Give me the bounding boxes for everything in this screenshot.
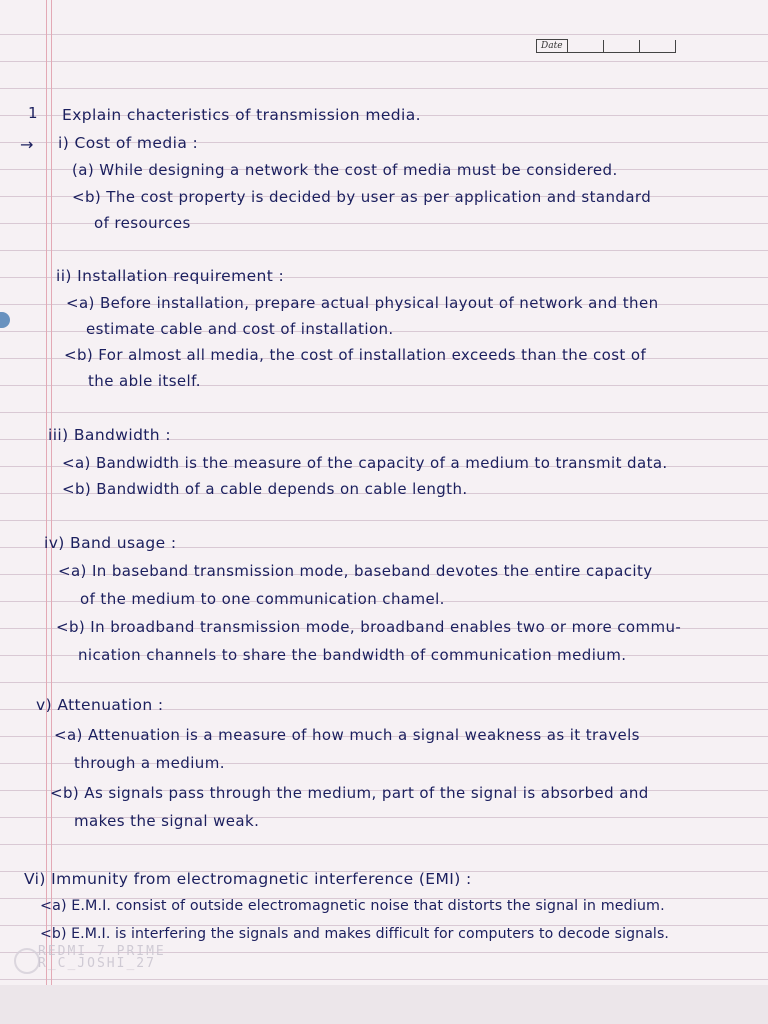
section-line: <b) In broadband transmission mode, broadband enables two or more commu- <box>56 618 682 636</box>
section-line: <a) In baseband transmission mode, baseband devotes the entire capacity <box>58 562 653 580</box>
page-edge-mark <box>0 312 10 328</box>
section-heading-installation: ii) Installation requirement : <box>56 267 285 285</box>
section-heading-attenuation: v) Attenuation : <box>36 696 164 714</box>
question-title: Explain chacteristics of transmission media. <box>62 106 421 124</box>
section-line: nication channels to share the bandwidth of communication medium. <box>78 646 627 664</box>
section-line: <b) E.M.I. is interfering the signals and makes difficult for computers to decode signals. <box>40 926 669 942</box>
section-heading-emi: Vi) Immunity from electromagnetic interference (EMI) : <box>24 870 472 888</box>
camera-watermark-icon <box>14 948 40 974</box>
question-number: 1 <box>28 104 38 122</box>
margin-line-right <box>51 0 52 985</box>
date-cell-day <box>568 40 604 52</box>
margin-line-left <box>46 0 47 985</box>
section-heading-bandwidth: iii) Bandwidth : <box>48 426 171 444</box>
section-line: <a) Attenuation is a measure of how much a signal weakness as it travels <box>54 726 640 744</box>
section-line: <b) For almost all media, the cost of installation exceeds than the cost of <box>64 346 647 364</box>
section-heading-band-usage: iv) Band usage : <box>44 534 177 552</box>
section-line: <b) As signals pass through the medium, part of the signal is absorbed and <box>50 784 649 802</box>
section-line: <b) The cost property is decided by user as per application and standard <box>72 188 652 206</box>
section-line: <a) Bandwidth is the measure of the capacity of a medium to transmit data. <box>62 454 668 472</box>
section-line: <a) E.M.I. consist of outside electromagnetic noise that distorts the signal in medium. <box>40 898 665 914</box>
date-cell-month <box>604 40 640 52</box>
section-line: estimate cable and cost of installation. <box>86 320 394 338</box>
section-line: <a) Before installation, prepare actual physical layout of network and then <box>66 294 659 312</box>
arrow-icon: → <box>20 135 34 154</box>
section-line: makes the signal weak. <box>74 812 260 830</box>
section-heading-cost: i) Cost of media : <box>58 134 199 152</box>
watermark-author: R_C_JOSHI_27 <box>38 956 156 971</box>
date-cell-year <box>640 40 676 52</box>
camera-watermark <box>38 946 166 970</box>
date-field <box>536 34 676 53</box>
date-label: Date <box>536 39 568 52</box>
section-line: through a medium. <box>74 754 225 772</box>
watermark-device: REDMI 7 PRIME <box>38 944 166 959</box>
section-line: of the medium to one communication chamel. <box>80 590 445 608</box>
section-line: <b) Bandwidth of a cable depends on cable length. <box>62 480 468 498</box>
section-line: of resources <box>94 214 191 232</box>
section-line: the able itself. <box>88 372 201 390</box>
background-surface <box>0 985 768 1024</box>
section-line: (a) While designing a network the cost of media must be considered. <box>72 161 618 179</box>
